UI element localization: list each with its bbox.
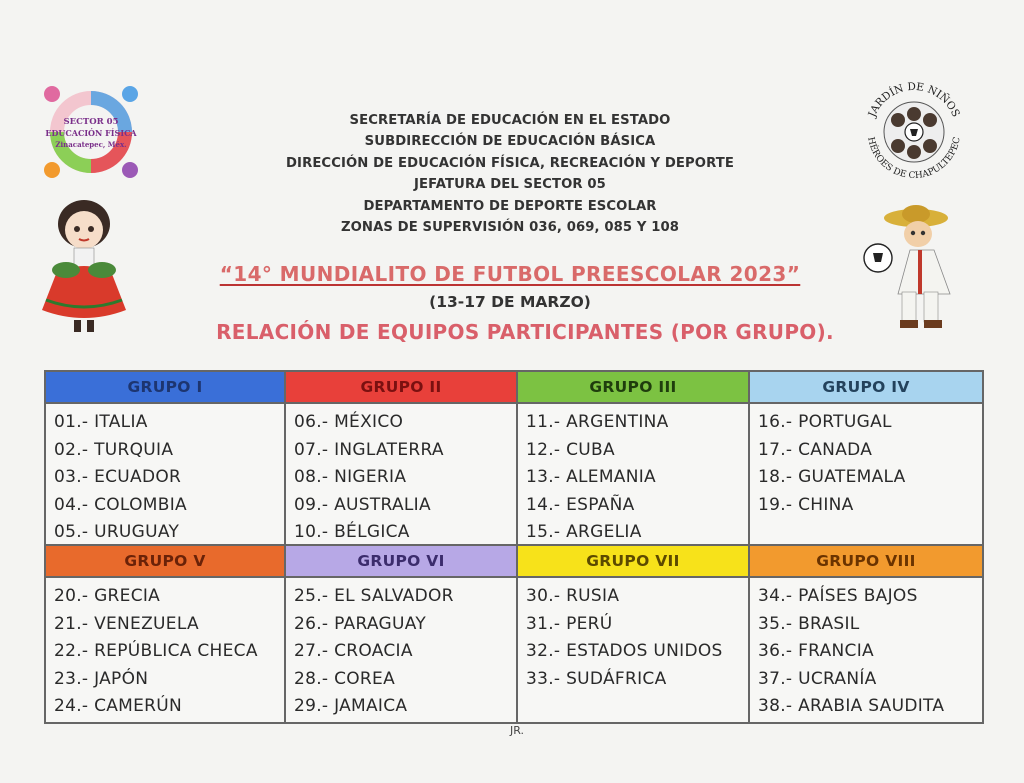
boy-with-ball-illustration [860,204,976,336]
group-header: GRUPO I [46,372,284,404]
team-item: 03.- ECUADOR [54,467,182,487]
team-item: 33.- SUDÁFRICA [526,668,667,689]
team-item: 08.- NIGERIA [294,467,407,487]
group-cell [46,546,286,722]
group-header: GRUPO VIII [750,546,982,578]
header-line: SUBDIRECCIÓN DE EDUCACIÓN BÁSICA [364,134,656,150]
seal-bottom-textpath: HÉROES DE CHAPULTEPEC [865,136,963,182]
group-header: GRUPO V [46,546,284,578]
group-cell [750,546,982,722]
team-item: 04.- COLOMBIA [54,494,187,515]
team-item: 21.- VENEZUELA [54,613,199,634]
team-item: 23.- JAPÓN [54,668,149,689]
team-list [46,578,284,721]
group-header: GRUPO II [286,372,516,404]
logo-left-line-2: EDUCACIÓN FÍSICA [45,128,137,138]
team-list [518,578,748,693]
team-item: 01.- ITALIA [54,412,148,432]
team-item: 22.- REPÚBLICA CHECA [54,641,258,661]
group-cell [518,372,750,546]
logo-left-line-1: SECTOR 05 [63,117,119,127]
team-item: 10.- BÉLGICA [294,522,410,542]
document-subtitle: RELACIÓN DE EQUIPOS PARTICIPANTES (POR GRUPO). [216,320,834,344]
team-list [286,578,516,721]
team-item: 14.- ESPAÑA [526,494,635,515]
team-item: 19.- CHINA [758,494,854,515]
team-item: 16.- PORTUGAL [758,412,892,432]
team-list [46,404,284,547]
group-header: GRUPO IV [750,372,982,404]
groups-table [44,370,984,724]
kindergarten-seal [858,76,970,188]
event-dates: (13-17 DE MARZO) [429,293,591,311]
group-cell [286,546,518,722]
seal-top-textpath: JARDÍN DE NIÑOS [866,80,962,119]
sector-05-logo [40,82,142,182]
team-item: 07.- INGLATERRA [294,439,444,460]
header-line: DIRECCIÓN DE EDUCACIÓN FÍSICA, RECREACIÓN Y DEPORTE [286,155,734,171]
team-item: 02.- TURQUIA [54,439,174,460]
team-item: 27.- CROACIA [294,641,413,661]
team-item: 36.- FRANCIA [758,641,874,661]
girl-illustration [34,196,134,336]
group-cell [518,546,750,722]
team-item: 05.- URUGUAY [54,522,180,542]
header-line: ZONAS DE SUPERVISIÓN 036, 069, 085 Y 108 [340,220,680,236]
group-header: GRUPO VI [286,546,516,578]
team-item: 35.- BRASIL [758,613,860,634]
team-item: 28.- COREA [294,668,396,689]
team-item: 38.- ARABIA SAUDITA [758,696,945,716]
header-line: SECRETARÍA DE EDUCACIÓN EN EL ESTADO [349,113,671,128]
header-line: JEFATURA DEL SECTOR 05 [414,177,606,193]
team-item: 34.- PAÍSES BAJOS [758,586,918,606]
event-title: “14° MUNDIALITO DE FUTBOL PREESCOLAR 2023” [219,262,801,286]
group-cell [46,372,286,546]
team-item: 26.- PARAGUAY [294,613,427,634]
team-item: 09.- AUSTRALIA [294,494,431,515]
footer-initials: JR. [510,724,524,737]
group-header: GRUPO VII [518,546,748,578]
team-item: 12.- CUBA [526,439,615,460]
team-item: 37.- UCRANÍA [758,668,877,689]
team-list [750,578,982,721]
group-cell [750,372,982,546]
team-item: 20.- GRECIA [54,586,161,606]
team-list [286,404,516,547]
group-header: GRUPO III [518,372,748,404]
header-line: DEPARTAMENTO DE DEPORTE ESCOLAR [363,198,657,214]
team-item: 06.- MÉXICO [294,412,404,432]
team-item: 13.- ALEMANIA [526,467,656,487]
institution-header [260,110,760,238]
team-item: 31.- PERÚ [526,613,613,634]
team-item: 11.- ARGENTINA [526,412,669,432]
team-item: 15.- ARGELIA [526,522,642,542]
team-item: 32.- ESTADOS UNIDOS [526,641,723,661]
team-item: 30.- RUSIA [526,586,620,606]
logo-left-line-3: Zinacatepec, Méx. [55,140,127,149]
team-list [518,404,748,547]
team-item: 25.- EL SALVADOR [294,586,454,606]
team-item: 17.- CANADA [758,439,873,460]
group-cell [286,372,518,546]
team-item: 24.- CAMERÚN [54,696,183,716]
team-item: 18.- GUATEMALA [758,467,906,487]
team-list [750,404,982,519]
team-item: 29.- JAMAICA [294,696,408,716]
